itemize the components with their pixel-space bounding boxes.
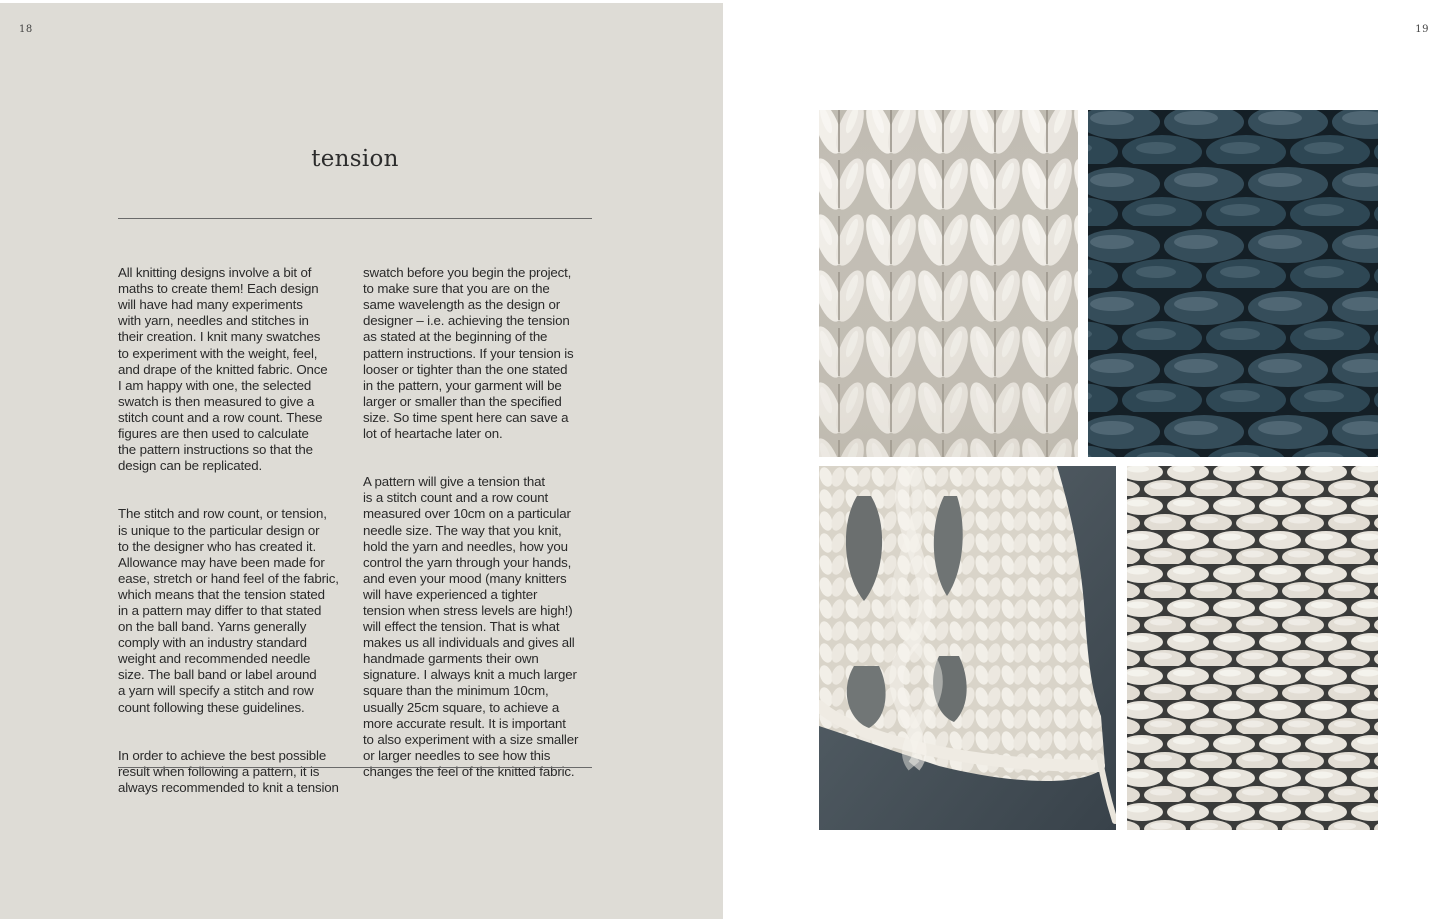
page-number-left: 18 xyxy=(19,24,33,35)
photo-white-purl-knit xyxy=(1127,466,1378,830)
text-column-1 xyxy=(118,249,354,828)
paragraph: A pattern will give a tension that is a stitch count and a row count measured over 10cm on a particular needle size. The way that you knit, hold the yarn and needles, how you control the yarn through your hands, and even your mood (many knitters will have experienced a tighter tension when stress levels are high!) will effect the tension. That is what makes us all individuals and gives all handmade garments their own signature. I always knit a much larger square than the minimum 10cm, usually 25cm square, to achieve a more accurate result. It is important to also experiment with a size smaller or larger needles to see how this changes the feel of the knitted fabric. xyxy=(363,474,579,779)
bottom-divider xyxy=(118,767,592,768)
photo-cable-knit-swatch xyxy=(819,466,1116,830)
page-number-right: 19 xyxy=(1415,24,1429,35)
paragraph: The stitch and row count, or tension, is unique to the particular design or to the designer who has created it. Allowance may have been made for ease, stretch or hand feel of the fabric, which means that the tension stated in a pattern may differ to that stated on the ball band. Yarns generally comply with an industry standard weight and recommended needle size. The ball band or label around a yarn will specify a stitch and row count following these guidelines. xyxy=(118,506,339,715)
paragraph: All knitting designs involve a bit of maths to create them! Each design will have had many experiments with yarn, needles and stitches in their creation. I knit many swatches to experiment with the weight, feel, and drape of the knitted fabric. Once I am happy with one, the selected swatch is then measured to give a stitch count and a row count. These figures are then used to calculate the pattern instructions so that the design can be replicated. xyxy=(118,265,328,474)
paragraph: swatch before you begin the project, to make sure that you are on the same wavelength as the design or designer – i.e. achieving the tension as stated at the beginning of the pattern instructions. If your tension is looser or tighter than the one stated in the pattern, your garment will be larger or smaller than the specified size. So time spent here can save a lot of heartache later on. xyxy=(363,265,574,442)
photo-white-stockinette xyxy=(819,110,1078,457)
paragraph: In order to achieve the best possible result when following a pattern, it is always recommended to knit a tension xyxy=(118,747,339,795)
photo-dark-blue-knit xyxy=(1088,110,1378,457)
left-page xyxy=(0,3,723,919)
top-divider xyxy=(118,218,592,219)
section-title: tension xyxy=(311,146,399,172)
text-column-2 xyxy=(363,249,595,812)
